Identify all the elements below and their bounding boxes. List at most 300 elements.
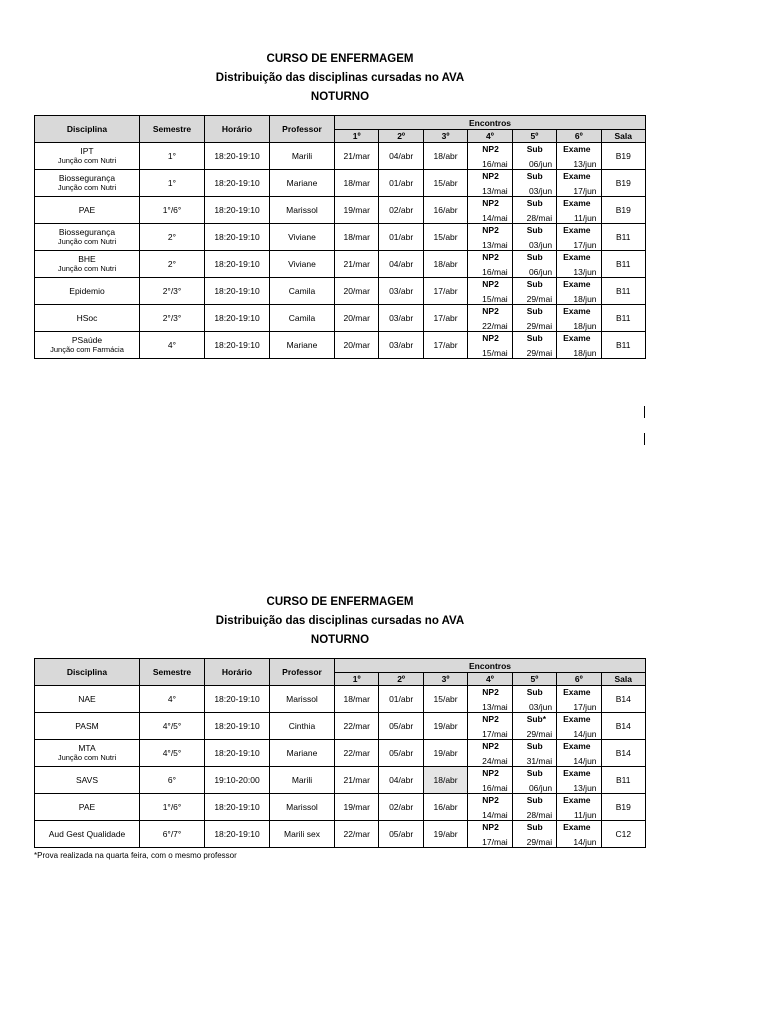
cell-sala: B14 [601, 740, 645, 767]
cell-professor: Marili [270, 143, 335, 170]
cell-semestre: 2°/3° [140, 278, 205, 305]
enc-5-date: 29/mai [526, 293, 553, 304]
col-encontros: Encontros [335, 659, 646, 673]
table-row [35, 305, 646, 332]
disciplina-name: BHE [78, 254, 96, 264]
schedule-section-1 [34, 50, 646, 359]
enc-4-label: NP2 [482, 740, 499, 751]
disciplina-name: PAE [78, 205, 96, 215]
cell-enc-3: 17/abr [423, 305, 467, 332]
col-enc-2: 2º [379, 673, 423, 686]
enc-5-date: 28/mai [526, 212, 553, 223]
cell-disciplina [35, 794, 140, 821]
cell-enc-5 [512, 278, 556, 305]
cell-enc-2: 02/abr [379, 794, 423, 821]
cell-professor: Marissol [270, 686, 335, 713]
enc-4-label: NP2 [482, 224, 499, 235]
enc-4-date: 13/mai [482, 185, 508, 196]
cell-enc-1: 22/mar [335, 713, 379, 740]
cell-enc-3: 19/abr [423, 821, 467, 848]
cell-enc-5 [512, 713, 556, 740]
cell-semestre: 4° [140, 332, 205, 359]
enc-5-date: 29/mai [526, 836, 553, 847]
cell-enc-6 [557, 278, 601, 305]
cell-enc-1: 18/mar [335, 224, 379, 251]
cell-professor: Mariane [270, 740, 335, 767]
col-enc-6: 6º [557, 673, 601, 686]
cell-enc-4 [468, 686, 512, 713]
enc-6-label: Exame [563, 278, 591, 289]
cell-enc-1: 18/mar [335, 686, 379, 713]
section-titles [34, 50, 646, 107]
col-enc-6: 6º [557, 130, 601, 143]
cell-enc-4 [468, 740, 512, 767]
cell-enc-4 [468, 224, 512, 251]
cell-horario: 18:20-19:10 [205, 251, 270, 278]
enc-5-label: Sub [526, 251, 543, 262]
cell-enc-1: 21/mar [335, 251, 379, 278]
cell-horario: 18:20-19:10 [205, 686, 270, 713]
cell-enc-6 [557, 251, 601, 278]
cell-semestre: 1° [140, 143, 205, 170]
cell-enc-3: 19/abr [423, 713, 467, 740]
cell-enc-2: 04/abr [379, 143, 423, 170]
cell-disciplina [35, 686, 140, 713]
cell-enc-5 [512, 170, 556, 197]
cell-enc-2: 03/abr [379, 332, 423, 359]
cell-enc-2: 04/abr [379, 767, 423, 794]
enc-5-label: Sub [526, 740, 543, 751]
schedule-section-2 [34, 593, 646, 860]
enc-6-date: 17/jun [573, 701, 597, 712]
enc-5-date: 06/jun [528, 158, 553, 169]
cell-sala: B11 [601, 305, 645, 332]
table-row [35, 278, 646, 305]
cell-disciplina [35, 740, 140, 767]
enc-6-date: 13/jun [573, 158, 597, 169]
cell-enc-2: 05/abr [379, 713, 423, 740]
table-row [35, 767, 646, 794]
enc-5-label: Sub [526, 170, 543, 181]
cell-professor: Marissol [270, 197, 335, 224]
col-enc-3: 3º [423, 130, 467, 143]
enc-5-label: Sub [526, 821, 543, 832]
cell-enc-4 [468, 821, 512, 848]
cell-enc-3: 15/abr [423, 686, 467, 713]
enc-5-date: 31/mai [526, 755, 553, 766]
cell-enc-1: 18/mar [335, 170, 379, 197]
cell-enc-6 [557, 767, 601, 794]
cell-professor: Marili [270, 767, 335, 794]
cell-disciplina [35, 197, 140, 224]
cell-enc-2: 05/abr [379, 821, 423, 848]
period-title: NOTURNO [310, 634, 370, 646]
course-title: CURSO DE ENFERMAGEM [266, 596, 414, 608]
col-enc-5: 5º [512, 130, 556, 143]
cell-enc-4 [468, 305, 512, 332]
col-enc-5: 5º [512, 673, 556, 686]
cursor-mark-2 [644, 433, 645, 445]
cell-horario: 18:20-19:10 [205, 713, 270, 740]
cell-semestre: 2° [140, 251, 205, 278]
cell-enc-5 [512, 143, 556, 170]
course-title: CURSO DE ENFERMAGEM [266, 53, 414, 65]
cell-enc-3: 17/abr [423, 332, 467, 359]
col-disciplina: Disciplina [35, 116, 140, 143]
table-row [35, 794, 646, 821]
col-sala: Sala [601, 130, 645, 143]
cell-professor: Marili sex [270, 821, 335, 848]
enc-6-label: Exame [563, 740, 591, 751]
cell-professor: Viviane [270, 251, 335, 278]
cell-enc-2: 01/abr [379, 224, 423, 251]
col-enc-4: 4º [468, 673, 512, 686]
enc-6-label: Exame [563, 143, 591, 154]
cell-semestre: 6° [140, 767, 205, 794]
cell-semestre: 4° [140, 686, 205, 713]
enc-6-label: Exame [563, 251, 591, 262]
cell-disciplina [35, 143, 140, 170]
cell-horario: 18:20-19:10 [205, 332, 270, 359]
cell-enc-6 [557, 740, 601, 767]
col-enc-2: 2º [379, 130, 423, 143]
enc-4-date: 15/mai [482, 347, 508, 358]
enc-4-date: 24/mai [482, 755, 508, 766]
cell-semestre: 6°/7° [140, 821, 205, 848]
disciplina-name: NAE [78, 694, 96, 704]
cell-disciplina [35, 278, 140, 305]
cell-enc-1: 22/mar [335, 740, 379, 767]
enc-6-date: 14/jun [573, 755, 597, 766]
cell-enc-2: 01/abr [379, 686, 423, 713]
enc-6-date: 17/jun [573, 239, 597, 250]
enc-5-label: Sub [526, 197, 543, 208]
col-professor: Professor [270, 116, 335, 143]
cell-sala: B11 [601, 332, 645, 359]
enc-5-date: 06/jun [528, 782, 553, 793]
enc-5-label: Sub [526, 143, 543, 154]
disciplina-note: Junção com Farmácia [50, 345, 124, 354]
enc-6-label: Exame [563, 305, 591, 316]
cell-enc-5 [512, 821, 556, 848]
cell-enc-6 [557, 170, 601, 197]
table-row [35, 713, 646, 740]
enc-4-label: NP2 [482, 197, 499, 208]
cell-professor: Viviane [270, 224, 335, 251]
cell-enc-2: 05/abr [379, 740, 423, 767]
enc-5-label: Sub [526, 332, 543, 343]
cell-enc-3: 18/abr [423, 251, 467, 278]
cell-enc-2: 01/abr [379, 170, 423, 197]
col-enc-1: 1º [335, 130, 379, 143]
table-row [35, 143, 646, 170]
col-disciplina: Disciplina [35, 659, 140, 686]
cell-enc-5 [512, 197, 556, 224]
enc-6-label: Exame [563, 170, 591, 181]
cell-enc-4 [468, 143, 512, 170]
cell-semestre: 2° [140, 224, 205, 251]
cell-horario: 18:20-19:10 [205, 305, 270, 332]
cell-sala: B11 [601, 278, 645, 305]
enc-6-date: 11/jun [574, 809, 597, 820]
enc-4-date: 16/mai [482, 158, 508, 169]
cell-enc-5 [512, 251, 556, 278]
table-row [35, 740, 646, 767]
cell-enc-3: 18/abr [423, 767, 467, 794]
enc-6-date: 14/jun [573, 836, 597, 847]
enc-6-label: Exame [563, 767, 591, 778]
enc-5-date: 03/jun [528, 185, 553, 196]
cell-enc-1: 22/mar [335, 821, 379, 848]
cell-enc-6 [557, 143, 601, 170]
enc-6-date: 11/jun [574, 212, 597, 223]
enc-4-date: 22/mai [482, 320, 508, 331]
disciplina-name: HSoc [76, 313, 98, 323]
cell-enc-3: 17/abr [423, 278, 467, 305]
cell-enc-3: 18/abr [423, 143, 467, 170]
enc-6-label: Exame [563, 713, 591, 724]
enc-4-label: NP2 [482, 332, 499, 343]
enc-6-date: 18/jun [573, 320, 597, 331]
enc-4-date: 14/mai [482, 212, 508, 223]
cell-professor: Mariane [270, 332, 335, 359]
cell-horario: 18:20-19:10 [205, 278, 270, 305]
table-row [35, 224, 646, 251]
cell-sala: B19 [601, 143, 645, 170]
cell-enc-6 [557, 713, 601, 740]
cell-enc-2: 03/abr [379, 305, 423, 332]
table-row [35, 170, 646, 197]
distribution-title: Distribuição das disciplinas cursadas no AVA [215, 72, 465, 84]
cell-enc-5 [512, 305, 556, 332]
col-professor: Professor [270, 659, 335, 686]
cell-enc-4 [468, 278, 512, 305]
col-encontros: Encontros [335, 116, 646, 130]
enc-4-label: NP2 [482, 821, 499, 832]
cell-enc-3: 19/abr [423, 740, 467, 767]
cell-professor: Mariane [270, 170, 335, 197]
col-semestre: Semestre [140, 659, 205, 686]
cell-semestre: 1°/6° [140, 197, 205, 224]
cell-enc-6 [557, 305, 601, 332]
enc-5-date: 29/mai [526, 728, 553, 739]
cell-professor: Camila [270, 278, 335, 305]
enc-4-label: NP2 [482, 143, 499, 154]
enc-5-date: 29/mai [526, 347, 553, 358]
col-enc-4: 4º [468, 130, 512, 143]
cell-enc-5 [512, 794, 556, 821]
cell-disciplina [35, 713, 140, 740]
cell-horario: 18:20-19:10 [205, 170, 270, 197]
cell-enc-2: 03/abr [379, 278, 423, 305]
cell-sala: B19 [601, 197, 645, 224]
disciplina-name: SAVS [75, 775, 99, 785]
cell-enc-3: 15/abr [423, 224, 467, 251]
disciplina-name: IPT [80, 146, 94, 156]
cell-enc-3: 15/abr [423, 170, 467, 197]
cell-enc-6 [557, 224, 601, 251]
enc-6-label: Exame [563, 686, 591, 697]
enc-5-date: 28/mai [526, 809, 553, 820]
period-title: NOTURNO [310, 91, 370, 103]
cell-enc-1: 20/mar [335, 305, 379, 332]
col-horario: Horário [205, 659, 270, 686]
cell-sala: B11 [601, 251, 645, 278]
cell-horario: 18:20-19:10 [205, 143, 270, 170]
schedule-table [34, 658, 646, 848]
cell-sala: B19 [601, 170, 645, 197]
cell-enc-6 [557, 686, 601, 713]
enc-6-date: 13/jun [573, 782, 597, 793]
cell-enc-4 [468, 170, 512, 197]
enc-4-date: 15/mai [482, 293, 508, 304]
cell-professor: Cinthia [270, 713, 335, 740]
cell-enc-1: 20/mar [335, 278, 379, 305]
enc-6-date: 18/jun [573, 347, 597, 358]
cell-disciplina [35, 251, 140, 278]
distribution-title: Distribuição das disciplinas cursadas no AVA [215, 615, 465, 627]
cell-enc-1: 20/mar [335, 332, 379, 359]
enc-4-date: 16/mai [482, 266, 508, 277]
cell-disciplina [35, 332, 140, 359]
cell-enc-2: 04/abr [379, 251, 423, 278]
table-row [35, 821, 646, 848]
schedule-table [34, 115, 646, 359]
enc-4-date: 13/mai [482, 239, 508, 250]
enc-4-label: NP2 [482, 305, 499, 316]
enc-6-label: Exame [563, 332, 591, 343]
col-semestre: Semestre [140, 116, 205, 143]
table-row [35, 686, 646, 713]
footnote: *Prova realizada na quarta feira, com o mesmo professor [34, 851, 237, 860]
disciplina-name: PSaúde [71, 335, 103, 345]
enc-4-date: 13/mai [482, 701, 508, 712]
enc-5-label: Sub [526, 224, 543, 235]
enc-6-label: Exame [563, 821, 591, 832]
enc-4-label: NP2 [482, 686, 499, 697]
cell-horario: 19:10-20:00 [205, 767, 270, 794]
cell-enc-4 [468, 251, 512, 278]
cell-enc-6 [557, 197, 601, 224]
disciplina-note: Junção com Nutri [57, 237, 117, 246]
cell-enc-3: 16/abr [423, 197, 467, 224]
cell-semestre: 4°/5° [140, 740, 205, 767]
disciplina-name: PASM [75, 721, 99, 731]
cell-disciplina [35, 767, 140, 794]
enc-5-date: 03/jun [528, 239, 553, 250]
cursor-mark-1 [644, 406, 645, 418]
cell-enc-1: 21/mar [335, 767, 379, 794]
cell-sala: B14 [601, 686, 645, 713]
enc-5-label: Sub [526, 794, 543, 805]
disciplina-note: Junção com Nutri [57, 183, 117, 192]
col-horario: Horário [205, 116, 270, 143]
enc-4-date: 17/mai [482, 836, 508, 847]
enc-5-label: Sub [526, 278, 543, 289]
cell-enc-3: 16/abr [423, 794, 467, 821]
cell-sala: B11 [601, 767, 645, 794]
disciplina-name: MTA [78, 743, 96, 753]
enc-4-label: NP2 [482, 251, 499, 262]
cell-horario: 18:20-19:10 [205, 740, 270, 767]
enc-4-date: 16/mai [482, 782, 508, 793]
enc-5-label: Sub [526, 305, 543, 316]
enc-6-label: Exame [563, 224, 591, 235]
cell-enc-5 [512, 767, 556, 794]
enc-4-label: NP2 [482, 278, 499, 289]
cell-enc-2: 02/abr [379, 197, 423, 224]
enc-4-date: 17/mai [482, 728, 508, 739]
cell-enc-5 [512, 740, 556, 767]
cell-enc-4 [468, 713, 512, 740]
enc-4-label: NP2 [482, 170, 499, 181]
table-row [35, 197, 646, 224]
cell-enc-6 [557, 794, 601, 821]
enc-5-date: 03/jun [528, 701, 553, 712]
cell-disciplina [35, 170, 140, 197]
cell-enc-5 [512, 686, 556, 713]
cell-enc-5 [512, 332, 556, 359]
cell-horario: 18:20-19:10 [205, 794, 270, 821]
cell-enc-4 [468, 332, 512, 359]
disciplina-name: Epidemio [69, 286, 105, 296]
cell-enc-1: 21/mar [335, 143, 379, 170]
enc-6-label: Exame [563, 197, 591, 208]
cell-horario: 18:20-19:10 [205, 224, 270, 251]
enc-5-label: Sub* [526, 713, 547, 724]
cell-disciplina [35, 224, 140, 251]
cell-horario: 18:20-19:10 [205, 197, 270, 224]
table-row [35, 332, 646, 359]
section-titles [34, 593, 646, 650]
enc-4-label: NP2 [482, 767, 499, 778]
enc-6-date: 14/jun [573, 728, 597, 739]
enc-4-date: 14/mai [482, 809, 508, 820]
cell-enc-6 [557, 332, 601, 359]
cell-enc-5 [512, 224, 556, 251]
cell-enc-4 [468, 794, 512, 821]
enc-6-date: 18/jun [573, 293, 597, 304]
cell-sala: B11 [601, 224, 645, 251]
disciplina-note: Junção com Nutri [57, 264, 117, 273]
col-enc-3: 3º [423, 673, 467, 686]
cell-enc-6 [557, 821, 601, 848]
enc-6-date: 17/jun [573, 185, 597, 196]
enc-5-label: Sub [526, 686, 543, 697]
cell-semestre: 4°/5° [140, 713, 205, 740]
cell-professor: Marissol [270, 794, 335, 821]
enc-4-label: NP2 [482, 713, 499, 724]
cell-enc-1: 19/mar [335, 794, 379, 821]
disciplina-name: Aud Gest Qualidade [48, 829, 126, 839]
cell-enc-4 [468, 767, 512, 794]
col-enc-1: 1º [335, 673, 379, 686]
cell-horario: 18:20-19:10 [205, 821, 270, 848]
cell-disciplina [35, 305, 140, 332]
enc-5-date: 06/jun [528, 266, 553, 277]
cell-semestre: 1° [140, 170, 205, 197]
cell-disciplina [35, 821, 140, 848]
cell-sala: B14 [601, 713, 645, 740]
disciplina-note: Junção com Nutri [57, 753, 117, 762]
enc-6-label: Exame [563, 794, 591, 805]
disciplina-name: PAE [78, 802, 96, 812]
disciplina-note: Junção com Nutri [57, 156, 117, 165]
disciplina-name: Biossegurança [58, 173, 116, 183]
enc-5-label: Sub [526, 767, 543, 778]
table-row [35, 251, 646, 278]
cell-professor: Camila [270, 305, 335, 332]
